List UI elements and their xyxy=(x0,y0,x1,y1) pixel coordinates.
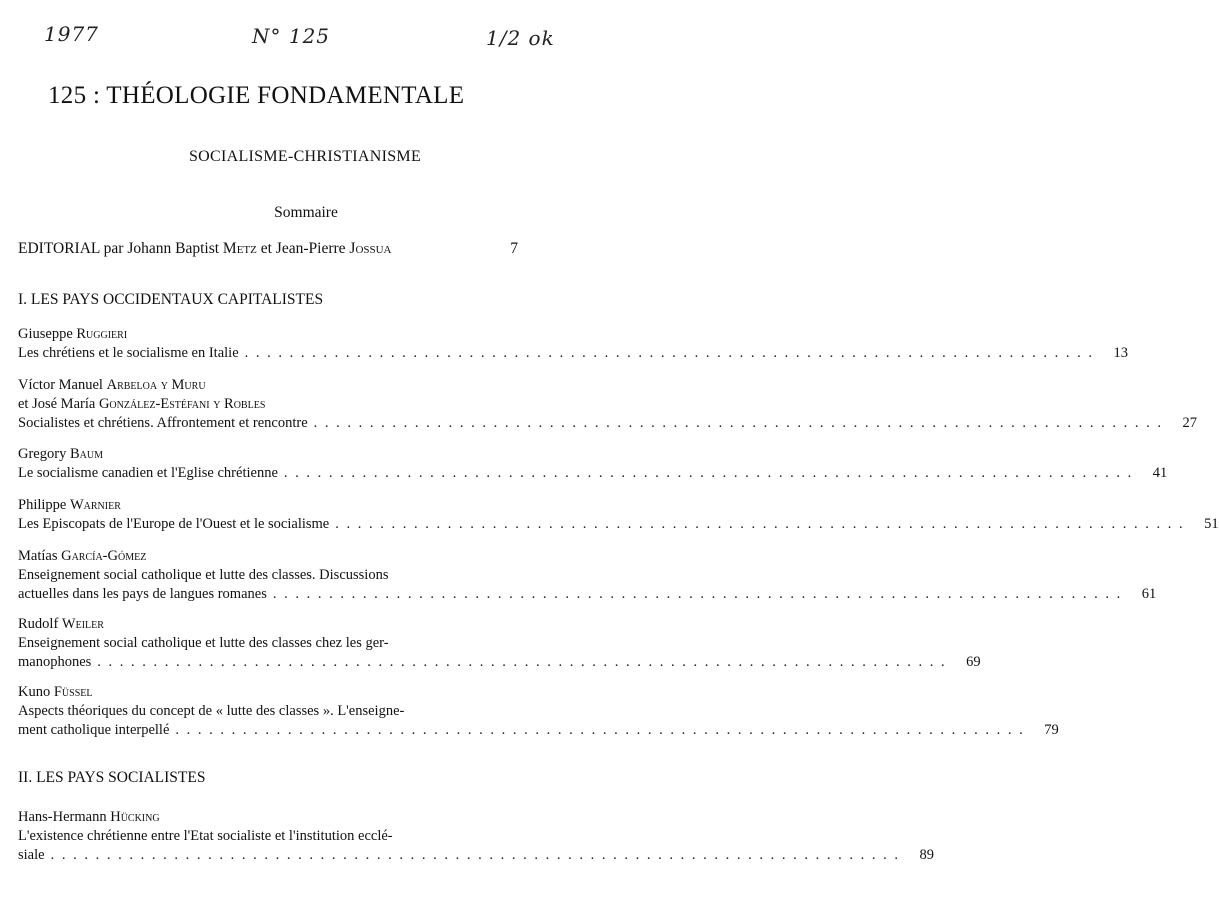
editorial-author2: Jossua xyxy=(349,240,392,257)
entry-page: 79 xyxy=(1044,722,1059,738)
entry-title-line: Les chrétiens et le socialisme en Italie . . . . . . . . . . . . . . . . . . . . . . . . . . . . . . . . . . . . . . . . . . . . . . . . . . . . . . . . . . . . . . . . . . . . . . . . . . . . 13 xyxy=(18,345,1129,361)
section-heading-2: II. LES PAYS SOCIALISTES xyxy=(18,769,206,786)
entry-author: Giuseppe Ruggieri xyxy=(18,326,128,342)
editorial-prefix: EDITORIAL par Johann Baptist xyxy=(18,240,223,257)
issue-subtitle: SOCIALISME-CHRISTIANISME xyxy=(188,148,422,165)
toc-entry xyxy=(18,683,1059,740)
entry-title-line: Enseignement social catholique et lutte des classes chez les ger- xyxy=(18,635,389,651)
editorial-text xyxy=(18,240,392,258)
editorial-author1: Metz xyxy=(222,240,257,257)
toc-entry xyxy=(18,808,934,865)
entry-author: Kuno Füssel xyxy=(18,684,93,700)
entry-author: Hans-Hermann Hücking xyxy=(18,809,160,825)
toc-entry xyxy=(18,445,1168,483)
toc-entry xyxy=(18,547,1157,604)
handwritten-year: 1977 xyxy=(44,22,99,46)
toc-entry xyxy=(18,325,1129,363)
entry-page: 61 xyxy=(1141,586,1157,602)
entry-author: Gregory Baum xyxy=(18,446,103,462)
entry-title-line: Enseignement social catholique et lutte des classes. Discussions xyxy=(18,567,389,583)
entry-title-line: Le socialisme canadien et l'Eglise chrétienne . . . . . . . . . . . . . . . . . . . . . . . . . . . . . . . . . . . . . . . . . . . . . . . . . . . . . . . . . . . . . . . . . . . . . . . . . . . . 41 xyxy=(18,465,1168,481)
entry-title-line: siale . . . . . . . . . . . . . . . . . . . . . . . . . . . . . . . . . . . . . . . . . . . . . . . . . . . . . . . . . . . . . . . . . . . . . . . . . . . . 89 xyxy=(18,847,934,863)
entry-title-line: actuelles dans les pays de langues romanes . . . . . . . . . . . . . . . . . . . . . . . . . . . . . . . . . . . . . . . . . . . . . . . . . . . . . . . . . . . . . . . . . . . . . . . . . . . . 61 xyxy=(18,586,1157,602)
entry-page: 89 xyxy=(919,847,934,863)
entry-page: 41 xyxy=(1152,465,1168,481)
editorial-entry xyxy=(18,240,518,258)
entry-page: 13 xyxy=(1113,345,1129,361)
entry-page: 69 xyxy=(966,654,981,670)
entry-page: 51 xyxy=(1204,516,1219,532)
sommaire-heading: Sommaire xyxy=(274,204,338,221)
editorial-mid: et Jean-Pierre xyxy=(256,240,350,257)
entry-author: Víctor Manuel Arbeloa y Muru xyxy=(18,377,206,393)
editorial-page: 7 xyxy=(510,240,518,257)
entry-title-line: Les Episcopats de l'Europe de l'Ouest et le socialisme . . . . . . . . . . . . . . . . . . . . . . . . . . . . . . . . . . . . . . . . . . . . . . . . . . . . . . . . . . . . . . . . . . . . . . . . . . . . 51 xyxy=(18,516,1219,532)
entry-author: Rudolf Weiler xyxy=(18,616,104,632)
entry-title-line: ment catholique interpellé . . . . . . . . . . . . . . . . . . . . . . . . . . . . . . . . . . . . . . . . . . . . . . . . . . . . . . . . . . . . . . . . . . . . . . . . . . . . 79 xyxy=(18,722,1059,738)
handwritten-number: N° 125 xyxy=(252,24,331,48)
toc-entry xyxy=(18,496,1219,534)
toc-entry xyxy=(18,615,981,672)
entry-page: 27 xyxy=(1182,415,1198,431)
entry-title-line: Aspects théoriques du concept de « lutte des classes ». L'enseigne- xyxy=(18,703,405,719)
issue-title: 125 : THÉOLOGIE FONDAMENTALE xyxy=(48,82,465,109)
section-heading-1: I. LES PAYS OCCIDENTAUX CAPITALISTES xyxy=(18,291,324,308)
entry-title-line: Socialistes et chrétiens. Affrontement et rencontre . . . . . . . . . . . . . . . . . . . . . . . . . . . . . . . . . . . . . . . . . . . . . . . . . . . . . . . . . . . . . . . . . . . . . . . . . . . . 27 xyxy=(18,415,1198,431)
toc-entry xyxy=(18,376,1198,433)
handwritten-part: 1/2 ok xyxy=(486,26,555,50)
entry-author: Philippe Warnier xyxy=(18,497,121,513)
entry-title-line: L'existence chrétienne entre l'Etat socialiste et l'institution ecclé- xyxy=(18,828,393,844)
entry-author: Matías García-Gómez xyxy=(18,548,147,564)
entry-author-2: et José María González-Estéfani y Robles xyxy=(18,396,266,412)
entry-title-line: manophones . . . . . . . . . . . . . . . . . . . . . . . . . . . . . . . . . . . . . . . . . . . . . . . . . . . . . . . . . . . . . . . . . . . . . . . . . . . . 69 xyxy=(18,654,981,670)
